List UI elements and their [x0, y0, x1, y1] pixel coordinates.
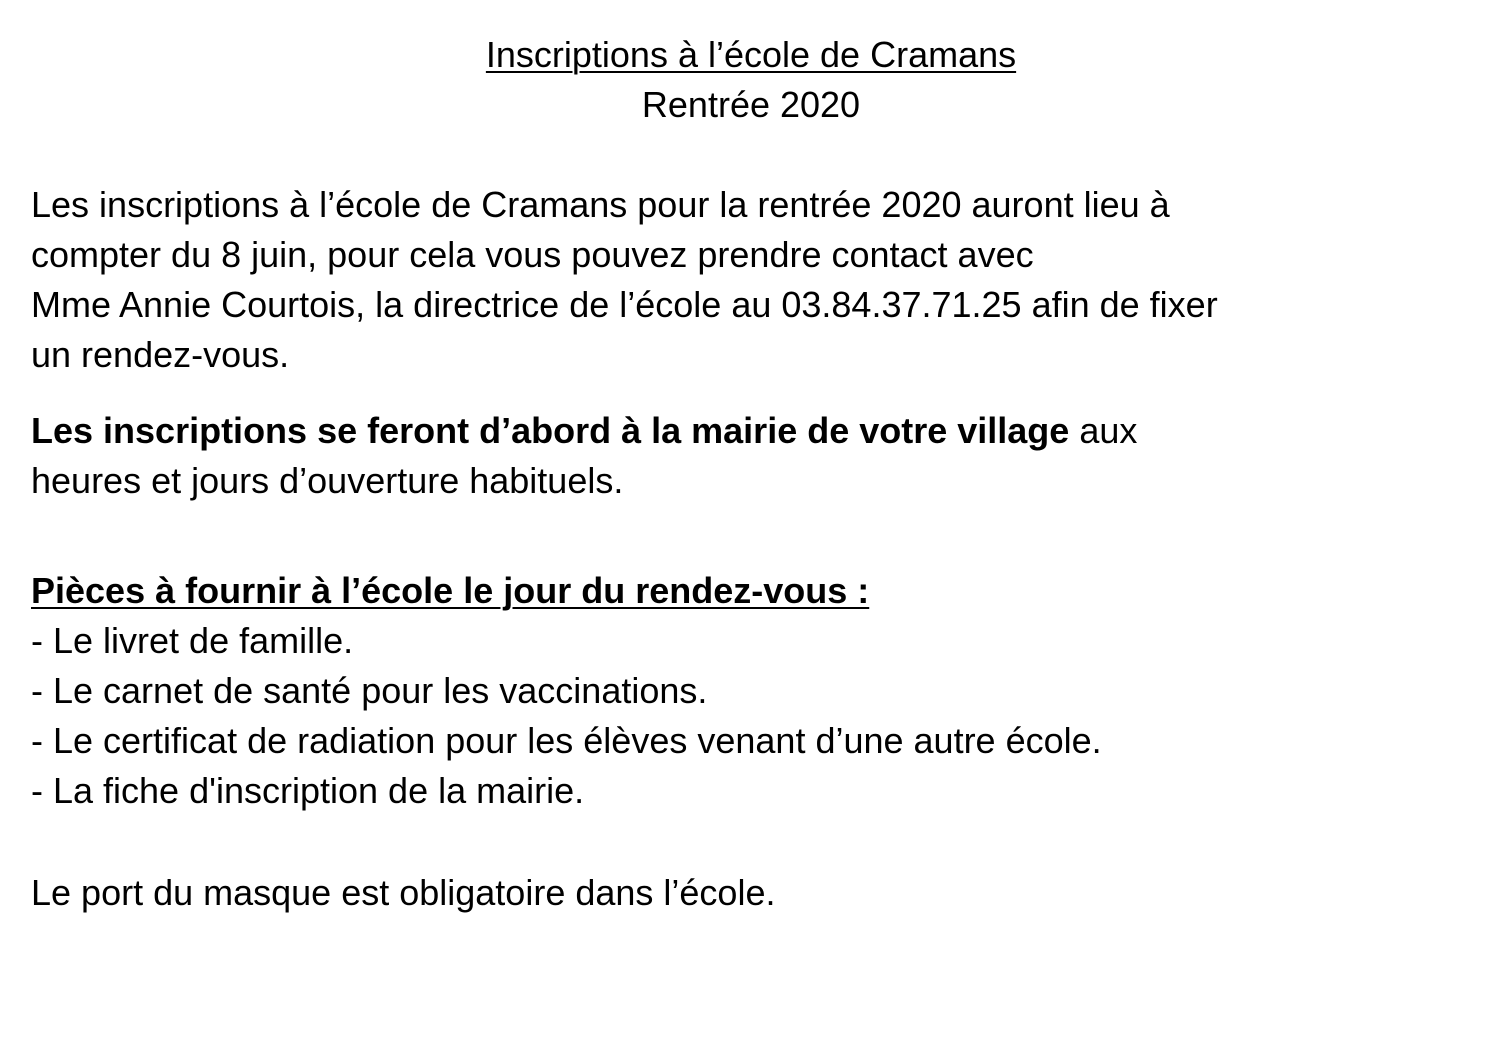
document-title [31, 30, 1471, 130]
mairie-bold-text: Les inscriptions se feront d’abord à la mairie de votre village [31, 410, 1070, 451]
pieces-heading: Pièces à fournir à l’école le jour du rendez-vous : [31, 570, 870, 611]
title-line-2: Rentrée 2020 [641, 84, 861, 125]
mairie-text-rest: aux [1069, 410, 1138, 451]
mask-notice: Le port du masque est obligatoire dans l’école. [31, 872, 776, 913]
mairie-paragraph [31, 406, 1471, 506]
intro-line-4: un rendez-vous. [31, 334, 290, 375]
mairie-line-2: heures et jours d’ouverture habituels. [31, 460, 624, 501]
intro-paragraph [31, 180, 1471, 380]
list-item: - Le carnet de santé pour les vaccinations. [31, 670, 708, 711]
list-item: - Le livret de famille. [31, 620, 354, 661]
list-item: - La fiche d'inscription de la mairie. [31, 770, 585, 811]
document-page [31, 30, 1471, 918]
pieces-list [31, 616, 1471, 816]
intro-line-2: compter du 8 juin, pour cela vous pouvez prendre contact avec [31, 234, 1034, 275]
title-line-1: Inscriptions à l’école de Cramans [485, 34, 1017, 75]
intro-line-1: Les inscriptions à l’école de Cramans pour la rentrée 2020 auront lieu à [31, 184, 1170, 225]
intro-line-3: Mme Annie Courtois, la directrice de l’école au 03.84.37.71.25 afin de fixer [31, 284, 1218, 325]
list-item: - Le certificat de radiation pour les élèves venant d’une autre école. [31, 720, 1102, 761]
